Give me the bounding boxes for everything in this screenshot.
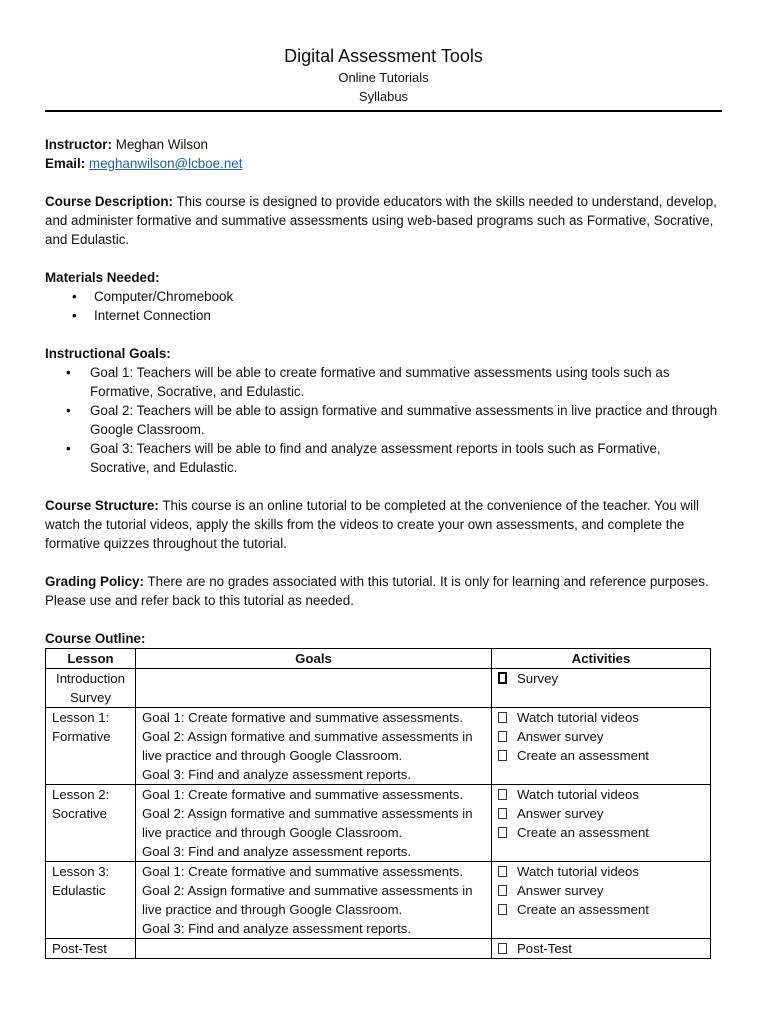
table-row <box>46 669 711 708</box>
outline-table <box>45 648 711 959</box>
syllabus-page <box>45 44 722 959</box>
activity-item: Survey <box>498 669 704 688</box>
list-item <box>45 287 722 306</box>
goal-item: Goal 1: Create formative and summative assessments. <box>142 864 464 879</box>
column-header-goals: Goals <box>136 649 492 669</box>
bullet-icon: • <box>66 441 71 456</box>
description-label: Course Description: <box>45 194 173 209</box>
materials-list <box>45 287 722 325</box>
goal-item: Goal 2: Assign formative and summative assessments in live practice and through Google Classroom. <box>142 806 473 840</box>
checkbox-icon <box>498 866 507 877</box>
activities-cell <box>492 939 711 959</box>
activities-cell <box>492 669 711 708</box>
lesson-tool: Socrative <box>52 806 107 821</box>
lesson-tool: Edulastic <box>52 883 106 898</box>
contact-section <box>45 135 722 173</box>
activity-item: Post-Test <box>498 939 704 958</box>
checkbox-icon <box>498 789 507 800</box>
bullet-icon: • <box>66 365 71 380</box>
lesson-name: Introduction <box>56 671 125 686</box>
activities-cell <box>492 862 711 939</box>
list-item <box>45 439 722 477</box>
list-item <box>45 306 722 325</box>
lesson-type: Survey <box>69 690 112 705</box>
activity-item: Answer survey <box>498 881 704 900</box>
structure-label: Course Structure: <box>45 498 159 513</box>
goal-item: Goal 2: Assign formative and summative assessments in live practice and through Google Classroom. <box>142 729 473 763</box>
email-label: Email: <box>45 156 86 171</box>
email-link[interactable]: meghanwilson@lcboe.net <box>88 156 243 171</box>
lesson-cell <box>46 785 136 862</box>
materials-section <box>45 268 722 325</box>
goal-item: Goal 1: Create formative and summative assessments. <box>142 710 464 725</box>
checkbox-icon <box>498 827 507 838</box>
grading-policy <box>45 572 722 610</box>
goal-label: Goal 2: <box>90 403 134 418</box>
goals-section <box>45 344 722 477</box>
lesson-cell <box>46 669 136 708</box>
activity-item: Watch tutorial videos <box>498 708 704 727</box>
column-header-activities: Activities <box>492 649 711 669</box>
activity-item: Answer survey <box>498 804 704 823</box>
lesson-cell <box>46 708 136 785</box>
goal-text: Teachers will be able to find and analyze assessment reports in tools such as Formative, Socrative, and Edulastic. <box>90 441 661 475</box>
bullet-icon: • <box>72 289 77 304</box>
activities-cell <box>492 785 711 862</box>
table-row <box>46 785 711 862</box>
course-outline <box>45 629 722 959</box>
goals-list <box>45 363 722 477</box>
activity-item: Create an assessment <box>498 823 704 842</box>
instructor-line <box>45 135 722 154</box>
activities-cell <box>492 708 711 785</box>
table-row <box>46 862 711 939</box>
goal-item: Goal 3: Find and analyze assessment reports. <box>142 921 412 936</box>
goal-item: Goal 3: Find and analyze assessment reports. <box>142 844 412 859</box>
materials-label: Materials Needed: <box>45 270 160 285</box>
instructor-name: Meghan Wilson <box>111 137 208 152</box>
course-structure <box>45 496 722 553</box>
goal-label: Goal 3: <box>90 441 134 456</box>
checkbox-icon <box>498 750 507 761</box>
checkbox-icon <box>498 904 507 915</box>
grading-text: There are no grades associated with this tutorial. It is only for learning and reference purposes. Please use and refer back to this tutorial as needed. <box>45 574 709 608</box>
column-header-lesson: Lesson <box>46 649 136 669</box>
goal-label: Goal 1: <box>90 365 134 380</box>
checkbox-icon <box>498 672 507 684</box>
goal-text: Teachers will be able to create formative and summative assessments using tools such as Formative, Socrative, and Edulastic. <box>90 365 670 399</box>
activity-item: Watch tutorial videos <box>498 862 704 881</box>
goal-item: Goal 1: Create formative and summative assessments. <box>142 787 464 802</box>
header-divider <box>45 110 722 112</box>
lesson-cell <box>46 862 136 939</box>
checkbox-icon <box>498 943 507 954</box>
structure-text: This course is an online tutorial to be completed at the convenience of the teacher. You will watch the tutorial videos, apply the skills from the videos to create your own assessments, and complete the formative quizzes throughout the tutorial. <box>45 498 700 551</box>
lesson-name: Lesson 2: <box>52 787 110 802</box>
course-description <box>45 192 722 249</box>
grading-label: Grading Policy: <box>45 574 144 589</box>
lesson-cell <box>46 939 136 959</box>
description-text: This course is designed to provide educators with the skills needed to understand, develop, and administer formative and summative assessments using web-based programs such as Formative, Socrative, and Edulastic. <box>45 194 717 247</box>
goals-label: Instructional Goals: <box>45 346 171 361</box>
list-item <box>45 401 722 439</box>
goal-text: Teachers will be able to assign formative and summative assessments in live practice and through Google Classroom. <box>90 403 718 437</box>
outline-label: Course Outline: <box>45 631 146 646</box>
activity-item: Answer survey <box>498 727 704 746</box>
instructor-label: Instructor: <box>45 137 112 152</box>
material-item: Computer/Chromebook <box>94 289 234 304</box>
lesson-name: Lesson 3: <box>52 864 110 879</box>
activity-item: Create an assessment <box>498 900 704 919</box>
checkbox-icon <box>498 808 507 819</box>
document-title: Digital Assessment Tools <box>284 46 483 66</box>
document-type: Syllabus <box>358 89 409 104</box>
table-header-row <box>46 649 711 669</box>
bullet-icon: • <box>72 308 77 323</box>
checkbox-icon <box>498 731 507 742</box>
document-subtitle: Online Tutorials <box>338 70 429 85</box>
lesson-name: Post-Test <box>52 941 107 956</box>
table-row <box>46 708 711 785</box>
lesson-name: Lesson 1: <box>52 710 110 725</box>
activity-item: Watch tutorial videos <box>498 785 704 804</box>
email-line <box>45 154 722 173</box>
goal-item: Goal 3: Find and analyze assessment reports. <box>142 767 412 782</box>
checkbox-icon <box>498 885 507 896</box>
bullet-icon: • <box>66 403 71 418</box>
goals-cell <box>136 708 492 785</box>
goals-cell <box>136 862 492 939</box>
lesson-tool: Formative <box>52 729 111 744</box>
goals-cell <box>136 939 492 959</box>
material-item: Internet Connection <box>94 308 211 323</box>
goals-cell <box>136 785 492 862</box>
checkbox-icon <box>498 712 507 723</box>
activity-item: Create an assessment <box>498 746 704 765</box>
table-row <box>46 939 711 959</box>
goals-cell <box>136 669 492 708</box>
list-item <box>45 363 722 401</box>
goal-item: Goal 2: Assign formative and summative assessments in live practice and through Google Classroom. <box>142 883 473 917</box>
